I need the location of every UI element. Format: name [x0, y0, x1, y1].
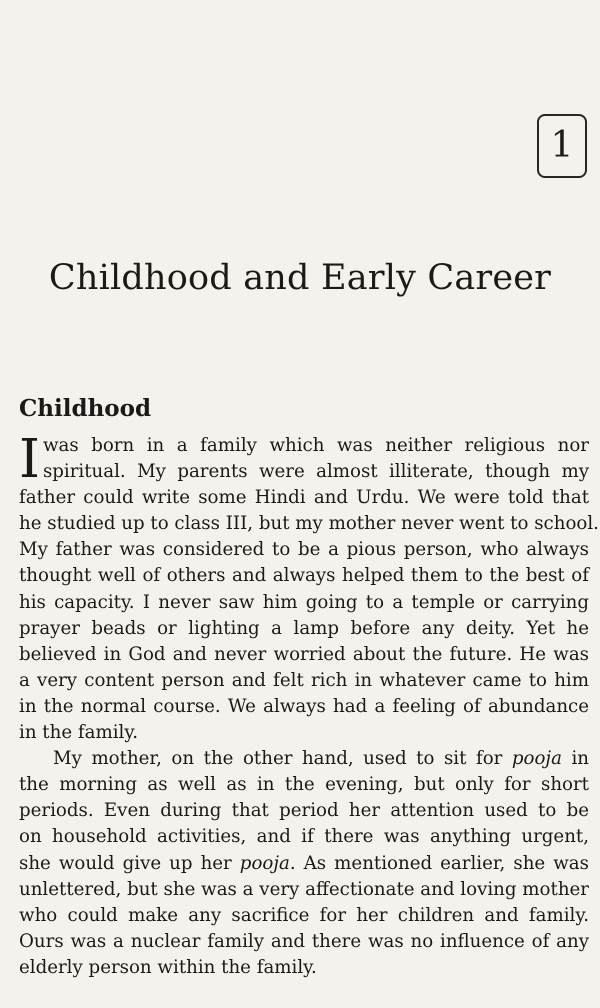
text-line: a very content person and felt rich in whatever came to him [19, 669, 589, 691]
text-line [19, 851, 589, 877]
text-run: in [561, 748, 589, 770]
text-line: thought well of others and always helped them to the best of [19, 565, 589, 587]
text-run: she would give up her [19, 852, 240, 874]
section-heading: Childhood [19, 395, 152, 422]
text-line: My father was considered to be a pious person, who always [19, 539, 589, 561]
text-line: prayer beads or lighting a lamp before any deity. Yet he [19, 617, 589, 639]
text-line: periods. Even during that period her attention used to be [19, 800, 589, 822]
drop-cap: I [19, 429, 40, 490]
text-line: in the normal course. We always had a feeling of abundance [19, 695, 589, 717]
chapter-number-box [537, 114, 587, 178]
paragraph-1 [19, 429, 599, 746]
italic-term: pooja [239, 852, 290, 874]
paragraph-2 [19, 746, 589, 981]
italic-term: pooja [511, 748, 562, 770]
text-line: unlettered, but she was a very affectionate and loving mother [19, 878, 589, 900]
text-line: was born in a family which was neither religious nor [42, 435, 589, 456]
chapter-number: 1 [550, 125, 574, 166]
text-line: believed in God and never worried about the future. He was [19, 643, 589, 665]
text-line: in the family. [19, 722, 138, 744]
text-line: spiritual. My parents were almost illiterate, though my [42, 461, 589, 483]
text-line: father could write some Hindi and Urdu. We were told that [19, 487, 589, 509]
text-line: on household activities, and if there was anything urgent, [19, 826, 589, 848]
text-line: elderly person within the family. [19, 956, 317, 978]
text-line: his capacity. I never saw him going to a temple or carrying [19, 591, 589, 613]
text-line: Ours was a nuclear family and there was no influence of any [19, 930, 589, 952]
text-line: the morning as well as in the evening, but only for short [19, 774, 589, 796]
text-line [19, 746, 589, 772]
text-line: he studied up to class III, but my mother never went to school. [19, 513, 599, 535]
body-text [19, 429, 599, 981]
text-run: My mother, on the other hand, used to sit for [53, 748, 512, 770]
chapter-title: Childhood and Early Career [48, 258, 552, 298]
text-run: . As mentioned earlier, she was [289, 852, 589, 874]
text-line: who could make any sacrifice for her children and family. [19, 904, 589, 926]
